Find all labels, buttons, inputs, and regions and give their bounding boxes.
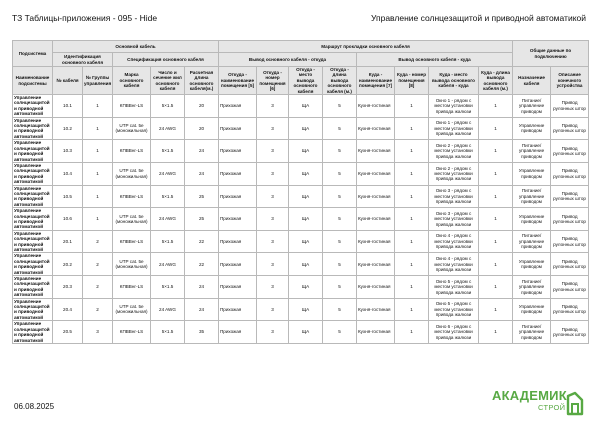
cable-table-container — [12, 40, 588, 344]
table-cell: 24 — [185, 140, 219, 163]
table-cell: Прихожая — [219, 162, 257, 185]
column-header-4: Марка основного кабеля — [113, 67, 151, 95]
table-cell: Управление солнцезащитой и приводной автоматикой — [13, 140, 53, 163]
column-header-3: № Группы управления — [83, 67, 113, 95]
table-cell: Окно 2 - рядом с местом установки привода жалюзи — [429, 162, 479, 185]
table-cell: Кухня-гостиная — [357, 162, 395, 185]
table-cell: 5 — [323, 230, 357, 253]
header-from-group: Вывод основного кабеля - откуда — [219, 53, 357, 67]
table-cell: Кухня-гостиная — [357, 140, 395, 163]
table-cell: КПВВнг-LS — [113, 276, 151, 299]
table-cell: 10.2 — [53, 117, 83, 140]
table-cell: Управление солнцезащитой и приводной автоматикой — [13, 321, 53, 344]
table-cell: UTP cat. 5e (моножильная) — [113, 208, 151, 231]
table-cell: 20 — [185, 117, 219, 140]
table-cell: 2 — [83, 276, 113, 299]
table-cell: ЩА — [289, 95, 323, 118]
column-header-11: Куда - наименование помещения [7] — [357, 67, 395, 95]
table-cell: Привод рулонных штор — [551, 140, 589, 163]
table-cell: Привод рулонных штор — [551, 185, 589, 208]
table-cell: 5×1.5 — [151, 95, 185, 118]
column-header-16: Описание конечного устройства — [551, 67, 589, 95]
table-cell: 1 — [479, 117, 513, 140]
table-cell: 3 — [257, 95, 289, 118]
column-header-13: Куда - место вывода основного кабеля - куда — [429, 67, 479, 95]
table-cell: 5 — [323, 140, 357, 163]
table-cell: Управление приводом — [513, 253, 551, 276]
table-cell: Окно 1 - рядом с местом установки привода жалюзи — [429, 95, 479, 118]
table-cell: 24 AWG — [151, 208, 185, 231]
table-cell: 5×1.5 — [151, 321, 185, 344]
table-cell: Управление солнцезащитой и приводной автоматикой — [13, 208, 53, 231]
table-cell: ЩА — [289, 298, 323, 321]
table-cell: КПВВнг-LS — [113, 140, 151, 163]
table-cell: 5 — [323, 253, 357, 276]
table-cell: 1 — [83, 140, 113, 163]
table-cell: Кухня-гостиная — [357, 230, 395, 253]
table-cell: 3 — [257, 185, 289, 208]
table-cell: 1 — [83, 162, 113, 185]
table-cell: Кухня-гостиная — [357, 253, 395, 276]
table-cell: Прихожая — [219, 230, 257, 253]
table-cell: Окно 2 - рядом с местом установки привода жалюзи — [429, 140, 479, 163]
table-cell: 3 — [257, 140, 289, 163]
table-cell: Окно 6 - рядом с местом установки привода жалюзи — [429, 321, 479, 344]
table-cell: ЩА — [289, 140, 323, 163]
table-cell: 20.3 — [53, 276, 83, 299]
table-cell: ЩА — [289, 253, 323, 276]
table-cell: 3 — [257, 321, 289, 344]
table-cell: 1 — [395, 140, 429, 163]
table-cell: Привод рулонных штор — [551, 276, 589, 299]
table-cell: 3 — [257, 117, 289, 140]
table-cell: 25 — [185, 185, 219, 208]
table-cell: Окно 3 - рядом с местом установки привода жалюзи — [429, 208, 479, 231]
table-cell: Управление приводом — [513, 298, 551, 321]
table-cell: 1 — [395, 253, 429, 276]
table-cell: Управление приводом — [513, 208, 551, 231]
column-header-9: Откуда - место вывода основного кабеля — [289, 67, 323, 95]
table-cell: 5×1.5 — [151, 140, 185, 163]
table-cell: UTP cat. 5e (моножильная) — [113, 162, 151, 185]
table-cell: 5×1.5 — [151, 185, 185, 208]
table-cell: 5 — [323, 185, 357, 208]
table-cell: 2 — [83, 230, 113, 253]
table-cell: 1 — [479, 321, 513, 344]
table-row — [13, 276, 589, 299]
table-row — [13, 117, 589, 140]
header-specification: Спецификация основного кабеля — [113, 53, 219, 67]
table-cell: Управление приводом — [513, 117, 551, 140]
table-cell: 1 — [479, 185, 513, 208]
column-header-1: Наименование подсистемы — [13, 67, 53, 95]
table-cell: Питание/управление приводом — [513, 140, 551, 163]
table-row — [13, 95, 589, 118]
table-cell: 1 — [479, 140, 513, 163]
table-cell: 1 — [479, 230, 513, 253]
table-cell: 1 — [395, 276, 429, 299]
table-cell: Прихожая — [219, 276, 257, 299]
table-cell: Кухня-гостиная — [357, 298, 395, 321]
table-cell: Управление солнцезащитой и приводной автоматикой — [13, 162, 53, 185]
table-cell: 1 — [83, 117, 113, 140]
logo-mark-icon — [566, 390, 584, 416]
table-cell: Прихожая — [219, 185, 257, 208]
table-cell: ЩА — [289, 276, 323, 299]
table-cell: Кухня-гостиная — [357, 208, 395, 231]
table-cell: Прихожая — [219, 298, 257, 321]
table-cell: Прихожая — [219, 140, 257, 163]
table-cell: 3 — [257, 230, 289, 253]
table-cell: Прихожая — [219, 208, 257, 231]
table-cell: 20.2 — [53, 253, 83, 276]
column-header-8: Откуда - номер помещения [6] — [257, 67, 289, 95]
table-cell: 22 — [185, 230, 219, 253]
table-row — [13, 321, 589, 344]
table-cell: Привод рулонных штор — [551, 298, 589, 321]
table-cell: 1 — [479, 276, 513, 299]
table-cell: Прихожая — [219, 253, 257, 276]
table-cell: 10.4 — [53, 162, 83, 185]
table-cell: UTP cat. 5e (моножильная) — [113, 253, 151, 276]
table-cell: 10.3 — [53, 140, 83, 163]
table-cell: 5 — [323, 208, 357, 231]
table-cell: 1 — [479, 95, 513, 118]
table-cell: 2 — [83, 253, 113, 276]
table-cell: Кухня-гостиная — [357, 95, 395, 118]
table-cell: 1 — [83, 185, 113, 208]
table-cell: 3 — [83, 321, 113, 344]
table-cell: 24 AWG — [151, 253, 185, 276]
table-cell: Кухня-гостиная — [357, 185, 395, 208]
header-general: Общие данные по подключению — [513, 41, 589, 67]
table-cell: 3 — [257, 298, 289, 321]
table-row — [13, 162, 589, 185]
table-cell: 20.5 — [53, 321, 83, 344]
table-cell: 20.1 — [53, 230, 83, 253]
header-to-group: Вывод основного кабеля - куда — [357, 53, 513, 67]
table-cell: 1 — [479, 162, 513, 185]
footer-date: 06.08.2025 — [14, 402, 55, 411]
table-row — [13, 140, 589, 163]
table-cell: 20 — [185, 95, 219, 118]
table-row — [13, 208, 589, 231]
table-cell: 5 — [323, 298, 357, 321]
table-cell: UTP cat. 5e (моножильная) — [113, 117, 151, 140]
table-row — [13, 230, 589, 253]
column-header-14: Куда - длина вывода основного кабеля (м.) — [479, 67, 513, 95]
table-cell: КПВВнг-LS — [113, 321, 151, 344]
table-cell: Привод рулонных штор — [551, 117, 589, 140]
table-cell: 10.6 — [53, 208, 83, 231]
table-cell: 35 — [185, 321, 219, 344]
table-cell: UTP cat. 5e (моножильная) — [113, 298, 151, 321]
table-cell: 1 — [83, 95, 113, 118]
column-header-7: Откуда - наименование помещения [5] — [219, 67, 257, 95]
table-cell: 10.1 — [53, 95, 83, 118]
column-header-12: Куда - номер помещения [8] — [395, 67, 429, 95]
column-header-5: Число и сечение жил основного кабеля — [151, 67, 185, 95]
table-cell: 1 — [479, 208, 513, 231]
company-logo — [492, 388, 588, 418]
table-cell: 1 — [395, 117, 429, 140]
table-cell: Питание/управление приводом — [513, 276, 551, 299]
table-cell: 5 — [323, 117, 357, 140]
table-cell: КПВВнг-LS — [113, 185, 151, 208]
table-cell: ЩА — [289, 230, 323, 253]
table-cell: 5 — [323, 95, 357, 118]
table-row — [13, 253, 589, 276]
table-cell: 20.4 — [53, 298, 83, 321]
table-cell: 1 — [395, 298, 429, 321]
table-cell: 1 — [395, 162, 429, 185]
header-main-cable: Основной кабель — [53, 41, 219, 53]
table-cell: 1 — [395, 321, 429, 344]
table-cell: Прихожая — [219, 321, 257, 344]
table-cell: Управление солнцезащитой и приводной автоматикой — [13, 185, 53, 208]
table-cell: 24 AWG — [151, 162, 185, 185]
table-cell: Питание/управление приводом — [513, 185, 551, 208]
table-cell: Окно 1 - рядом с местом установки привода жалюзи — [429, 117, 479, 140]
table-cell: 3 — [257, 276, 289, 299]
table-cell: Привод рулонных штор — [551, 253, 589, 276]
table-cell: 10.5 — [53, 185, 83, 208]
table-cell: 5 — [323, 321, 357, 344]
table-row — [13, 185, 589, 208]
table-cell: 24 AWG — [151, 117, 185, 140]
logo-main-text: АКАДЕМИК — [492, 388, 567, 403]
table-cell: Управление солнцезащитой и приводной автоматикой — [13, 276, 53, 299]
table-cell: Привод рулонных штор — [551, 230, 589, 253]
table-cell: Управление солнцезащитой и приводной автоматикой — [13, 230, 53, 253]
table-cell: Окно 5 - рядом с местом установки привода жалюзи — [429, 276, 479, 299]
table-cell: Управление приводом — [513, 162, 551, 185]
table-cell: ЩА — [289, 117, 323, 140]
table-cell: 5×1.5 — [151, 230, 185, 253]
table-cell: 24 — [185, 162, 219, 185]
table-cell: 1 — [395, 230, 429, 253]
table-cell: ЩА — [289, 185, 323, 208]
table-cell: 25 — [185, 208, 219, 231]
table-cell: 1 — [395, 208, 429, 231]
table-cell: 24 AWG — [151, 298, 185, 321]
table-cell: 24 — [185, 276, 219, 299]
table-cell: 1 — [479, 298, 513, 321]
table-cell: 22 — [185, 253, 219, 276]
table-cell: Управление солнцезащитой и приводной автоматикой — [13, 298, 53, 321]
table-cell: Окно 3 - рядом с местом установки привода жалюзи — [429, 185, 479, 208]
header-route: Маршрут прокладки основного кабеля — [219, 41, 513, 53]
logo-sub-text: СТРОЙ — [538, 403, 566, 412]
table-cell: 3 — [257, 208, 289, 231]
table-cell: 5 — [323, 276, 357, 299]
table-cell: Управление солнцезащитой и приводной автоматикой — [13, 253, 53, 276]
document-title: ТЗ Таблицы-приложения - 095 - Hide — [12, 13, 158, 23]
header-subsystem: Подсистема — [13, 41, 53, 67]
table-cell: Привод рулонных штор — [551, 321, 589, 344]
table-cell: 24 — [185, 298, 219, 321]
table-cell: Питание/управление приводом — [513, 95, 551, 118]
table-cell: Кухня-гостиная — [357, 321, 395, 344]
table-cell: ЩА — [289, 208, 323, 231]
column-header-10: Откуда - длина вывода основного кабеля (м.) — [323, 67, 357, 95]
table-cell: 3 — [257, 162, 289, 185]
table-cell: 1 — [83, 208, 113, 231]
table-cell: ЩА — [289, 321, 323, 344]
column-header-15: Назначение кабеля — [513, 67, 551, 95]
table-cell: Окно 4 - рядом с местом установки привода жалюзи — [429, 253, 479, 276]
header-identification: Идентификация основного кабеля — [53, 53, 113, 67]
cable-table — [12, 40, 589, 344]
column-header-2: № кабеля — [53, 67, 83, 95]
table-cell: 3 — [257, 253, 289, 276]
table-cell: Привод рулонных штор — [551, 162, 589, 185]
column-header-6: Расчетная длина основного кабеля(м.) — [185, 67, 219, 95]
table-cell: Привод рулонных штор — [551, 95, 589, 118]
table-cell: Питание/управление приводом — [513, 230, 551, 253]
table-cell: 5 — [323, 162, 357, 185]
table-cell: 1 — [395, 95, 429, 118]
table-cell: Кухня-гостиная — [357, 276, 395, 299]
table-cell: 5×1.5 — [151, 276, 185, 299]
table-cell: Прихожая — [219, 95, 257, 118]
table-cell: Управление солнцезащитой и приводной автоматикой — [13, 95, 53, 118]
table-cell: КПВВнг-LS — [113, 230, 151, 253]
table-cell: Прихожая — [219, 117, 257, 140]
table-cell: ЩА — [289, 162, 323, 185]
table-row — [13, 298, 589, 321]
table-cell: Питание/управление приводом — [513, 321, 551, 344]
table-body — [13, 95, 589, 344]
table-cell: Окно 5 - рядом с местом установки привода жалюзи — [429, 298, 479, 321]
table-cell: 1 — [395, 185, 429, 208]
table-cell: Окно 4 - рядом с местом установки привода жалюзи — [429, 230, 479, 253]
table-cell: 1 — [479, 253, 513, 276]
table-cell: КПВВнг-LS — [113, 95, 151, 118]
table-cell: Управление солнцезащитой и приводной автоматикой — [13, 117, 53, 140]
table-cell: 2 — [83, 298, 113, 321]
table-cell: Привод рулонных штор — [551, 208, 589, 231]
table-cell: Кухня-гостиная — [357, 117, 395, 140]
document-subtitle: Управление солнцезащитой и приводной автоматикой — [370, 13, 586, 23]
